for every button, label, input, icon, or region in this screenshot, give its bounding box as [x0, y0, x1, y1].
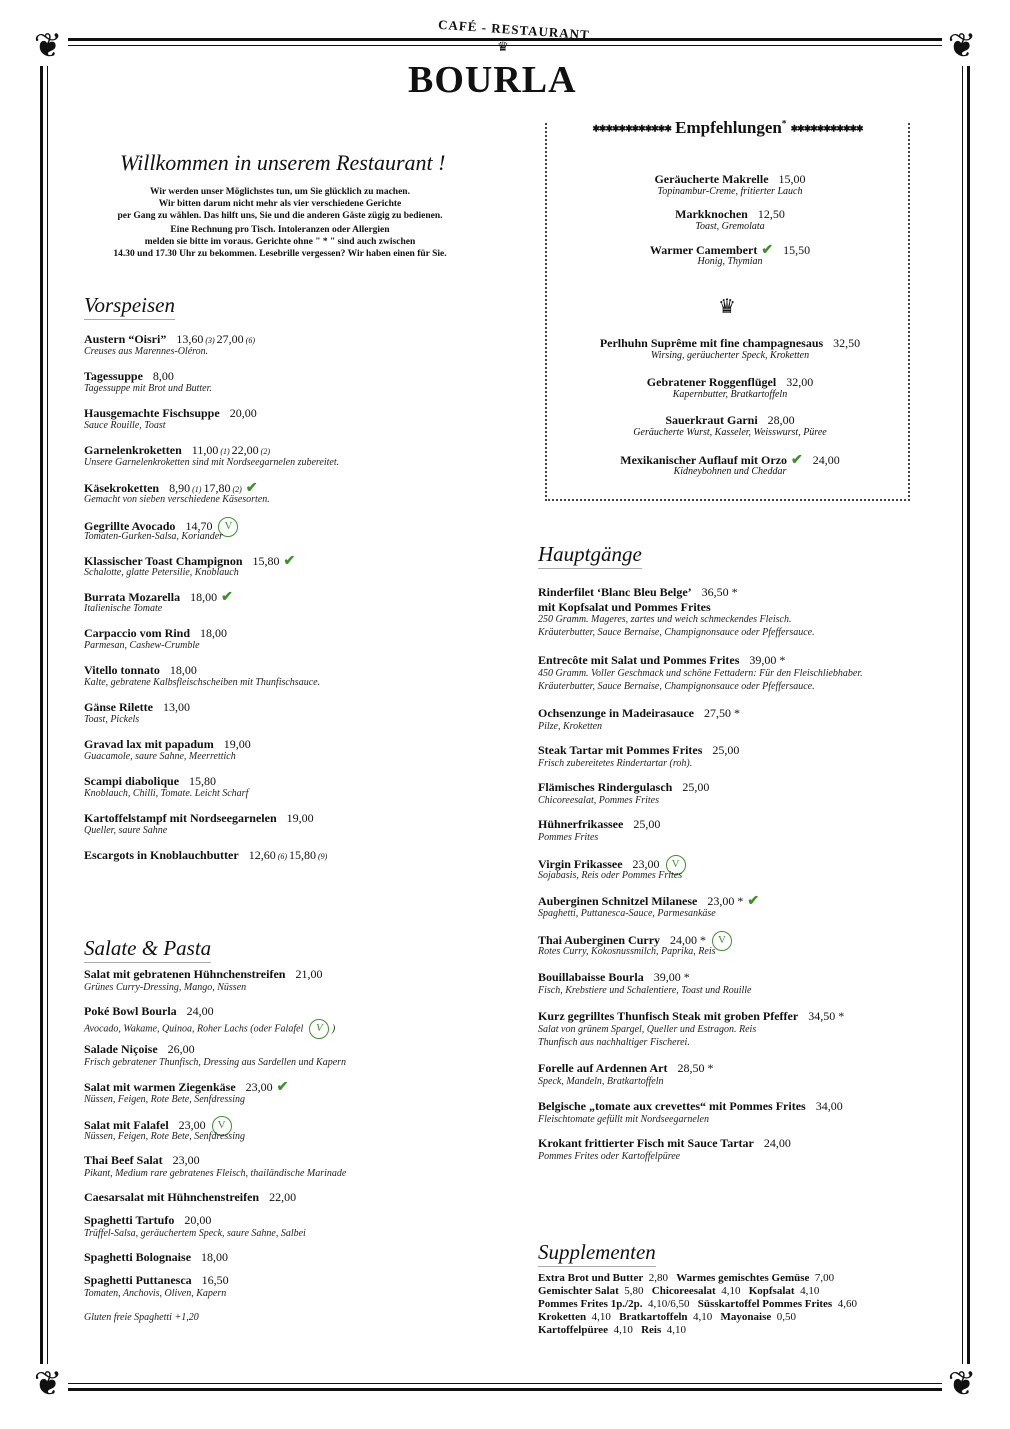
- menu-item: [538, 706, 740, 721]
- spacer: [633, 1324, 641, 1336]
- item-desc: Unsere Garnelenkroketten sind mit Nordseegarnelen zubereitet.: [84, 457, 340, 468]
- item-desc: Speck, Mandeln, Bratkartoffeln: [538, 1076, 664, 1087]
- welcome-line: per Gang zu wählen. Das hilft uns, Sie und die anderen Gäste zügig zu bedienen.: [117, 211, 443, 221]
- supplement-name: Gemischter Salat: [538, 1285, 619, 1297]
- menu-item: [84, 1190, 296, 1205]
- item-desc: Kräuterbutter, Sauce Bernaise, Champignonsauce oder Pfeffersauce.: [538, 627, 815, 638]
- portion-note: (3): [203, 336, 217, 345]
- menu-item: [84, 443, 270, 458]
- spacer: [668, 1272, 676, 1284]
- spacer: [712, 1311, 720, 1323]
- vegan-badge-icon: V: [666, 855, 686, 875]
- item-name: Scampi diabolique: [84, 774, 180, 788]
- item-desc: Pilze, Kroketten: [538, 721, 603, 732]
- item-desc: Parmesan, Cashew-Crumble: [84, 640, 200, 651]
- portion-note: (2): [230, 485, 242, 494]
- item-price: 27,00: [216, 332, 244, 346]
- spacer: [690, 1298, 698, 1310]
- item-desc: Toast, Gremolata: [695, 221, 765, 232]
- item-name: Gravad lax mit papadum: [84, 737, 214, 751]
- menu-item: [84, 774, 216, 789]
- supplement-name: Süsskartoffel Pommes Frites: [697, 1298, 833, 1310]
- menu-item: [84, 369, 174, 384]
- leaf-icon: ✔: [761, 243, 774, 258]
- item-price: 15,00: [778, 172, 806, 186]
- menu-item: [84, 967, 322, 982]
- item-desc-text: Nüssen, Feigen, Rote Bete, Senfdressing: [84, 1094, 245, 1105]
- item-price: 20,00: [184, 1213, 212, 1227]
- item-desc: [84, 982, 246, 993]
- menu-item: [538, 1061, 713, 1076]
- supplement-price: 7,00: [809, 1272, 835, 1284]
- item-name: Gegrillte Avocado: [84, 518, 176, 533]
- empfehlung-item: [560, 413, 900, 428]
- supplement-price: 4,10: [586, 1311, 611, 1323]
- item-desc: Toast, Pickels: [84, 714, 140, 725]
- item-name: Forelle auf Ardennen Art: [538, 1061, 668, 1075]
- welcome-line: melden sie bitte im voraus. Gerichte ohne " * " sind auch zwischen: [144, 237, 416, 247]
- item-price: 22,00: [269, 1190, 297, 1204]
- item-name: Flämisches Rindergulasch: [538, 780, 673, 794]
- item-desc: Kapernbutter, Bratkartoffeln: [672, 389, 788, 400]
- item-name: Hausgemachte Fischsuppe: [84, 406, 220, 420]
- item-price: 25,00: [712, 743, 740, 757]
- item-name: Bouillabaisse Bourla: [538, 970, 644, 984]
- supplement-name: Kartoffelpüree: [538, 1324, 609, 1336]
- welcome-line: 14.30 und 17.30 Uhr zu bekommen. Lesebrille vergessen? Wir haben einen für Sie.: [113, 249, 447, 259]
- gluten-note: Gluten freie Spaghetti +1,20: [84, 1312, 199, 1323]
- item-price: 23,00: [172, 1153, 200, 1167]
- section-title-vorspeisen: Vorspeisen: [84, 293, 175, 320]
- item-name: Mexikanischer Auflauf mit Orzo: [620, 453, 788, 467]
- item-desc: [84, 1131, 245, 1142]
- ornament-corner-icon: ❦: [28, 26, 68, 66]
- empfehlungen-title: Empfehlungen: [675, 118, 782, 137]
- item-price: 12,50: [757, 207, 785, 221]
- menu-item: [84, 700, 190, 715]
- item-name: Kartoffelstampf mit Nordseegarnelen: [84, 811, 277, 825]
- supplement-name: Kopfsalat: [748, 1285, 795, 1297]
- menu-item: [84, 1273, 229, 1288]
- item-name: Krokant frittierter Fisch mit Sauce Tartar: [538, 1136, 754, 1150]
- item-name: Kurz gegrilltes Thunfisch Steak mit groben Pfeffer: [538, 1009, 799, 1023]
- item-name: Salat mit gebratenen Hühnchenstreifen: [84, 967, 286, 981]
- item-price: 34,50 *: [808, 1009, 845, 1023]
- menu-item: [538, 585, 738, 600]
- supplement-price: 4,10: [687, 1311, 713, 1323]
- supplement-name: Extra Brot und Butter: [538, 1272, 644, 1284]
- item-price: 19,00: [286, 811, 314, 825]
- supplement-price: 2,80: [643, 1272, 668, 1284]
- item-name: Caesarsalat mit Hühnchenstreifen: [84, 1190, 260, 1204]
- welcome-line: Wir werden unser Möglichstes tun, um Sie glücklich zu machen.: [150, 187, 410, 197]
- supplement-price: 0,50: [771, 1311, 796, 1323]
- item-price: 28,00: [767, 413, 795, 427]
- item-desc: Fisch, Krebstiere und Schalentiere, Toast und Rouille: [538, 985, 752, 996]
- item-price: 25,00: [633, 817, 661, 831]
- menu-item: [84, 663, 197, 678]
- portion-note: (6): [275, 852, 290, 861]
- item-name: Rinderfilet ‘Blanc Bleu Belge’: [538, 585, 692, 599]
- menu-item: [538, 1099, 843, 1114]
- item-name: Salat mit warmen Ziegenkäse: [84, 1080, 236, 1094]
- item-price: 22,00: [231, 443, 259, 457]
- welcome-title: Willkommen in unserem Restaurant !: [120, 150, 446, 175]
- item-name: Poké Bowl Bourla: [84, 1004, 177, 1018]
- item-price: 15,80: [252, 554, 280, 568]
- item-name: Hühnerfrikassee: [538, 817, 624, 831]
- item-price: 20,00: [229, 406, 257, 420]
- supplement-price: 4,10: [715, 1285, 741, 1297]
- item-price: 21,00: [295, 967, 323, 981]
- item-desc: Wirsing, geräucherter Speck, Kroketten: [650, 350, 810, 361]
- item-price: 24,00: [186, 1004, 214, 1018]
- item-name: Thai Beef Salat: [84, 1153, 163, 1167]
- item-price: 39,00 *: [749, 653, 786, 667]
- section-title-supplementen: Supplementen: [538, 1240, 656, 1267]
- leaf-icon: ✔: [747, 894, 760, 909]
- item-desc-text: Nüssen, Feigen, Rote Bete, Senfdressing: [84, 1131, 245, 1142]
- menu-item: [84, 626, 227, 641]
- section-title-hauptgaenge: Hauptgänge: [538, 542, 642, 569]
- section-title-salate: Salate & Pasta: [84, 936, 211, 963]
- item-name: Steak Tartar mit Pommes Frites: [538, 743, 703, 757]
- item-price: 16,50: [201, 1273, 229, 1287]
- item-name: Vitello tonnato: [84, 663, 160, 677]
- item-name: Spaghetti Tartufo: [84, 1213, 175, 1227]
- item-desc: Gemacht von sieben verschiedene Käsesorten.: [84, 494, 270, 505]
- leaf-icon: ✔: [283, 554, 296, 569]
- item-name: Tagessuppe: [84, 369, 143, 383]
- supplement-name: Reis: [641, 1324, 662, 1336]
- item-name: Spaghetti Puttanesca: [84, 1273, 192, 1287]
- item-price: 24,00: [763, 1136, 791, 1150]
- supplement-price: 4,10: [794, 1285, 820, 1297]
- item-price: 34,00: [815, 1099, 843, 1113]
- item-desc: Chicoreesalat, Pommes Frites: [538, 795, 660, 806]
- menu-item: [84, 1213, 211, 1228]
- empfehlungen-header: ✱✱✱✱✱✱✱✱✱✱✱✱ Empfehlungen* ✱✱✱✱✱✱✱✱✱✱✱: [592, 118, 863, 137]
- item-desc-text: Avocado, Wakame, Quinoa, Roher Lachs (oder Falafel: [84, 1023, 304, 1035]
- supplement-row: [538, 1311, 796, 1323]
- leaf-icon: ✔: [791, 453, 803, 468]
- item-desc: Creuses aus Marennes-Oléron.: [84, 346, 209, 357]
- leaf-icon: ✔: [245, 481, 258, 496]
- item-price: 26,00: [167, 1042, 195, 1056]
- item-desc-text: Frisch gebratener Thunfisch, Dressing aus Sardellen und Kapern: [84, 1057, 347, 1068]
- menu-item: [84, 1250, 228, 1265]
- item-price: 17,80: [203, 481, 231, 495]
- supplement-name: Pommes Frites 1p./2p.: [538, 1298, 643, 1310]
- supplement-row: [538, 1285, 819, 1297]
- item-name: Spaghetti Bolognaise: [84, 1250, 192, 1264]
- supplement-price: 4,10/6,50: [642, 1298, 690, 1310]
- item-desc-text: Pikant, Medium rare gebratenes Fleisch, thailändische Marinade: [84, 1168, 347, 1179]
- item-price: 28,50 *: [677, 1061, 714, 1075]
- supplement-name: Bratkartoffeln: [619, 1311, 688, 1323]
- menu-item: [538, 653, 785, 668]
- item-name: Salade Niçoise: [84, 1042, 158, 1056]
- item-name: Burrata Mozarella: [84, 590, 181, 604]
- item-price: 32,00: [786, 375, 814, 389]
- item-name: Auberginen Schnitzel Milanese: [538, 894, 698, 908]
- item-price: 15,80: [189, 774, 217, 788]
- item-name: Sauerkraut Garni: [665, 413, 758, 427]
- item-price: 23,00: [178, 1117, 206, 1132]
- item-desc: Italienische Tomate: [84, 603, 163, 614]
- item-desc: Pommes Frites oder Kartoffelpüree: [538, 1151, 681, 1162]
- item-desc: Frisch zubereitetes Rindertartar (roh).: [538, 758, 693, 769]
- item-price: 15,50: [783, 243, 811, 257]
- item-name: Austern “Oisri”: [84, 332, 167, 346]
- item-desc: [84, 1019, 335, 1039]
- item-desc-text: Trüffel-Salsa, geräuchertem Speck, saure Sahne, Salbei: [84, 1228, 306, 1239]
- portion-note: (9): [316, 852, 328, 861]
- ornament-corner-icon: ❦: [942, 1364, 982, 1404]
- item-price: 18,00: [200, 626, 227, 640]
- item-price: 12,60: [248, 848, 276, 862]
- item-desc: [84, 1094, 245, 1105]
- menu-item: [538, 970, 690, 985]
- item-price: 18,00: [169, 663, 197, 677]
- empfehlung-item: [560, 207, 900, 222]
- item-name: Entrecôte mit Salat und Pommes Frites: [538, 653, 740, 667]
- supplement-name: Kroketten: [538, 1311, 587, 1323]
- item-price: 13,00: [162, 700, 190, 714]
- item-desc: Queller, saure Sahne: [84, 825, 168, 836]
- menu-item: [538, 1009, 844, 1024]
- item-desc: Salat von grünem Spargel, Queller und Estragon. Reis: [538, 1024, 757, 1035]
- menu-item: [538, 780, 709, 795]
- supplement-row: [538, 1324, 686, 1336]
- menu-item: [84, 811, 314, 826]
- item-name: Warmer Camembert: [649, 243, 758, 257]
- item-name: Geräucherte Makrelle: [654, 172, 769, 186]
- item-desc: Honig, Thymian: [697, 256, 763, 267]
- item-desc: Sojabasis, Reis oder Pommes Frites: [538, 870, 683, 881]
- item-price: 23,00: [632, 856, 660, 871]
- item-price: 36,50 *: [701, 585, 738, 599]
- ornament-corner-icon: ❦: [942, 26, 982, 66]
- item-desc: 450 Gramm. Voller Geschmack und schöne Fettadern: Für den Fleischliebhaber.: [538, 668, 863, 679]
- crown-icon: ♛: [497, 39, 509, 54]
- item-desc-text: Grünes Curry-Dressing, Mango, Nüssen: [84, 982, 247, 993]
- item-desc: Knoblauch, Chilli, Tomate. Leicht Scharf: [84, 788, 249, 799]
- item-name: Salat mit Falafel: [84, 1117, 169, 1132]
- item-name: Klassischer Toast Champignon: [84, 554, 243, 568]
- item-price: 8,00: [152, 369, 174, 383]
- supplement-row: [538, 1272, 834, 1284]
- item-price: 24,00 *: [670, 932, 707, 947]
- item-desc-end: ): [329, 1023, 336, 1035]
- item-desc-text: Tomaten, Anchovis, Oliven, Kapern: [84, 1288, 227, 1299]
- portion-note: (6): [243, 336, 255, 345]
- spacer: [644, 1285, 652, 1297]
- item-desc: Fleischtomate gefüllt mit Nordseegarnelen: [538, 1114, 709, 1125]
- menu-item: [84, 737, 251, 752]
- supplement-row: [538, 1298, 857, 1310]
- item-price: 8,90: [169, 481, 191, 495]
- spacer: [740, 1285, 748, 1297]
- item-name: Belgische „tomate aux crevettes“ mit Pommes Frites: [538, 1099, 806, 1113]
- item-price: 18,00: [201, 1250, 229, 1264]
- supplement-name: Mayonaise: [720, 1311, 772, 1323]
- item-desc: Thunfisch aus nachhaltiger Fischerei.: [538, 1037, 690, 1048]
- empfehlung-item: [560, 375, 900, 390]
- supplement-name: Warmes gemischtes Gemüse: [676, 1272, 810, 1284]
- welcome-line: Eine Rechnung pro Tisch. Intoleranzen oder Allergien: [170, 225, 390, 235]
- item-desc: Pommes Frites: [538, 832, 599, 843]
- item-price: 32,50: [833, 336, 861, 350]
- item-desc: Kräuterbutter, Sauce Bernaise, Champignonsauce oder Pfeffersauce.: [538, 681, 815, 692]
- item-name: Markknochen: [675, 207, 748, 221]
- welcome-line: Wir bitten darum nicht mehr als vier verschiedene Gerichte: [158, 199, 402, 209]
- item-desc: Sauce Rouille, Toast: [84, 420, 166, 431]
- item-name: Carpaccio vom Rind: [84, 626, 190, 640]
- item-desc: Tomaten-Gurken-Salsa, Koriander: [84, 531, 224, 542]
- item-price: 14,70: [185, 518, 213, 533]
- item-name: Thai Auberginen Curry: [538, 932, 661, 947]
- item-name: Garnelenkroketten: [84, 443, 182, 457]
- portion-note: (2): [258, 447, 270, 456]
- menu-item: [84, 1153, 200, 1168]
- menu-item: [84, 1004, 214, 1019]
- item-desc: [84, 1288, 226, 1299]
- logo-title: BOURLA: [405, 58, 580, 102]
- item-price: 24,00: [812, 453, 840, 467]
- portion-note: (1): [218, 447, 232, 456]
- item-price: 27,50 *: [704, 706, 740, 720]
- supplement-name: Chicoreesalat: [651, 1285, 716, 1297]
- item-price: 11,00: [191, 443, 219, 457]
- item-desc: Schalotte, glatte Petersilie, Knoblauch: [84, 567, 239, 578]
- item-name-line2: mit Kopfsalat und Pommes Frites: [538, 600, 711, 614]
- logo-subtitle: CAFÉ - RESTAURANT: [437, 16, 591, 43]
- spacer: [611, 1311, 619, 1323]
- supplement-price: 5,80: [618, 1285, 644, 1297]
- item-desc: Rotes Curry, Kokosnussmilch, Paprika, Reis: [538, 946, 716, 957]
- item-desc: [84, 1168, 346, 1179]
- item-name: Perlhuhn Suprême mit fine champagnesaus: [599, 336, 824, 350]
- vegan-badge-icon: V: [712, 931, 732, 951]
- ornament-corner-icon: ❦: [28, 1364, 68, 1404]
- vegan-badge-icon: V: [218, 517, 238, 537]
- menu-item: [84, 848, 327, 863]
- menu-item: [84, 1042, 195, 1057]
- item-desc: Tagessuppe mit Brot und Butter.: [84, 383, 212, 394]
- vegan-badge-icon: V: [212, 1116, 232, 1136]
- item-desc: [84, 1228, 306, 1239]
- item-name: Virgin Frikassee: [538, 856, 623, 871]
- portion-note: (1): [190, 485, 204, 494]
- item-desc: Kalte, gebratene Kalbsfleischscheiben mit Thunfischsauce.: [84, 677, 321, 688]
- supplement-price: 4,10: [661, 1324, 686, 1336]
- item-name: Gänse Rilette: [84, 700, 153, 714]
- empfehlung-item: [560, 336, 900, 351]
- item-desc: 250 Gramm. Mageres, zartes und weich schmeckendes Fleisch.: [538, 614, 792, 625]
- item-desc: Guacamole, saure Sahne, Meerrettich: [84, 751, 236, 762]
- menu-item: [538, 817, 660, 832]
- item-desc: Topinambur-Creme, fritierter Lauch: [657, 186, 803, 197]
- item-desc: Geräucherte Wurst, Kasseler, Weisswurst, Püree: [633, 427, 827, 438]
- item-price: 23,00: [245, 1080, 273, 1094]
- item-name: Käsekroketten: [84, 481, 160, 495]
- item-price: 18,00: [190, 590, 218, 604]
- item-desc: [84, 1057, 346, 1068]
- item-price: 13,60: [176, 332, 204, 346]
- item-desc: Kidneybohnen und Cheddar: [673, 466, 787, 477]
- empfehlung-item: [560, 172, 900, 187]
- item-desc: Spaghetti, Puttanesca-Sauce, Parmesankäse: [538, 908, 716, 919]
- menu-item: [84, 406, 257, 421]
- leaf-icon: ✔: [276, 1080, 289, 1095]
- supplement-price: 4,10: [608, 1324, 633, 1336]
- item-name: Escargots in Knoblauchbutter: [84, 848, 239, 862]
- vegan-badge-icon: V: [309, 1019, 329, 1039]
- supplement-price: 4,60: [832, 1298, 857, 1310]
- item-price: 23,00 *: [707, 894, 744, 908]
- item-price: 25,00: [682, 780, 710, 794]
- menu-item: [538, 743, 739, 758]
- item-price: 15,80: [289, 848, 317, 862]
- menu-item: [538, 1136, 791, 1151]
- item-name: Ochsenzunge in Madeirasauce: [538, 706, 694, 720]
- item-price: 39,00 *: [653, 970, 690, 984]
- crown-icon: ♛: [718, 296, 736, 318]
- menu-item: [84, 332, 255, 347]
- item-name: Gebratener Roggenflügel: [646, 375, 777, 389]
- item-price: 19,00: [223, 737, 251, 751]
- leaf-icon: ✔: [221, 590, 233, 605]
